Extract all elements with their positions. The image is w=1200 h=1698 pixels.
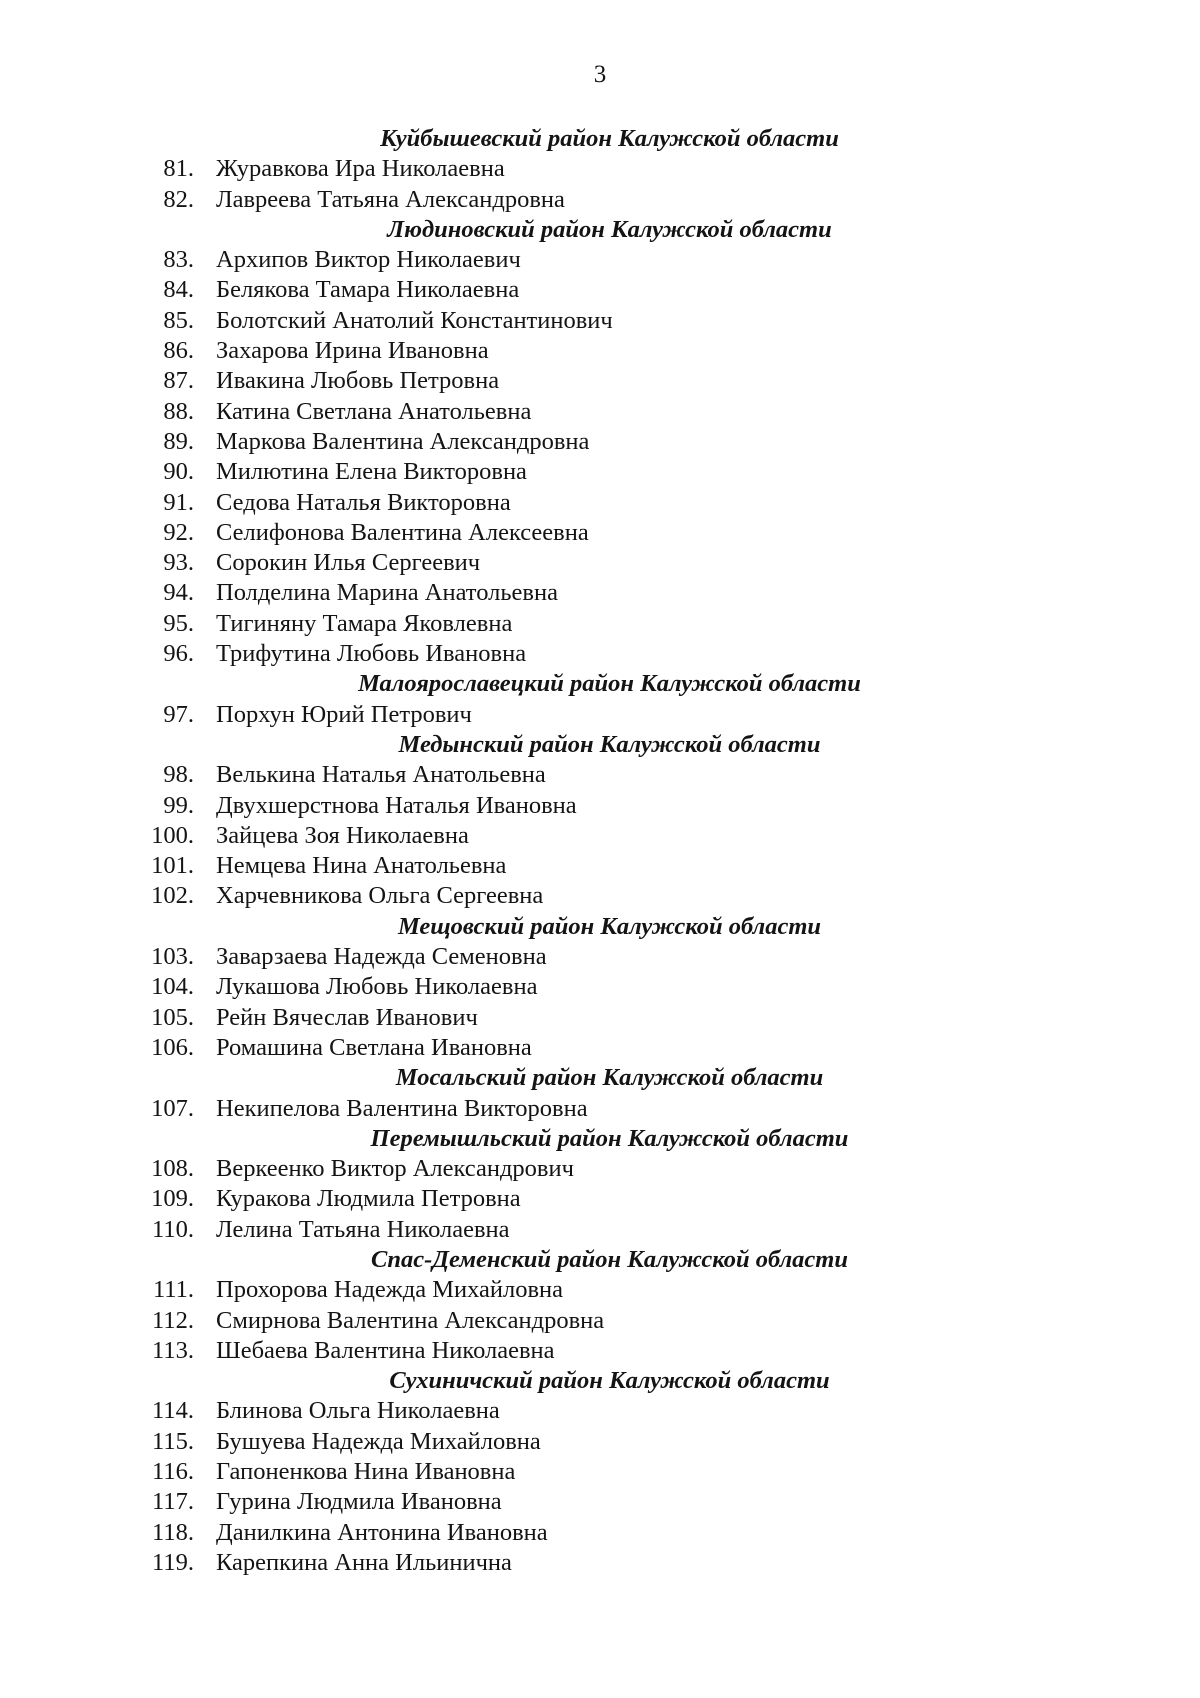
person-name: Заварзаева Надежда Семеновна [216, 943, 547, 971]
list-item [0, 518, 1200, 548]
item-number: 99. [163, 791, 194, 819]
item-number: 87. [163, 367, 194, 395]
person-name: Захарова Ирина Ивановна [216, 337, 489, 365]
list-item [0, 1215, 1200, 1245]
list-item [0, 942, 1200, 972]
person-name: Гапоненкова Нина Ивановна [216, 1458, 516, 1486]
person-name: Некипелова Валентина Викторовна [216, 1094, 588, 1122]
person-name: Прохорова Надежда Михайловна [216, 1276, 564, 1304]
item-number: 117. [152, 1488, 194, 1516]
person-name: Селифонова Валентина Алексеевна [216, 518, 589, 546]
page-number: 3 [593, 61, 607, 88]
person-name: Лелина Татьяна Николаевна [216, 1215, 510, 1243]
person-name: Двухшерстнова Наталья Ивановна [216, 791, 577, 819]
item-number: 119. [152, 1548, 194, 1576]
item-number: 86. [163, 337, 194, 365]
list-item [0, 1487, 1200, 1517]
person-name: Велькина Наталья Анатольевна [216, 761, 546, 789]
item-number: 115. [152, 1427, 194, 1455]
list-item [0, 972, 1200, 1002]
district-heading: Сухиничский район Калужской области [389, 1367, 830, 1395]
person-name: Смирнова Валентина Александровна [216, 1306, 605, 1334]
item-number: 84. [163, 276, 194, 304]
list-item [0, 700, 1200, 730]
person-name: Маркова Валентина Александровна [216, 427, 590, 455]
list-item [0, 457, 1200, 487]
item-number: 104. [151, 973, 194, 1001]
district-heading: Медынский район Калужской области [398, 730, 821, 758]
district-heading: Мещовский район Калужской области [397, 912, 822, 940]
item-number: 81. [163, 155, 194, 183]
person-name: Зайцева Зоя Николаевна [216, 821, 469, 849]
list-item [0, 1154, 1200, 1184]
district-heading: Малоярославецкий район Калужской области [358, 670, 861, 698]
item-number: 105. [151, 1003, 194, 1031]
person-name: Бушуева Надежда Михайловна [216, 1427, 541, 1455]
item-number: 113. [152, 1336, 194, 1364]
person-name: Веркеенко Виктор Александрович [216, 1155, 574, 1183]
list-item [0, 1306, 1200, 1336]
district-heading: Людиновский район Калужской области [387, 215, 832, 243]
item-number: 83. [163, 246, 194, 274]
person-name: Журавкова Ира Николаевна [216, 155, 505, 183]
list-item [0, 185, 1200, 215]
person-name: Архипов Виктор Николаевич [216, 246, 521, 274]
item-number: 114. [152, 1397, 194, 1425]
list-item [0, 397, 1200, 427]
district-heading: Мосальский район Калужской области [395, 1064, 824, 1092]
list-item [0, 851, 1200, 881]
list-item [0, 245, 1200, 275]
person-name: Порхун Юрий Петрович [216, 700, 472, 728]
person-name: Болотский Анатолий Константинович [216, 306, 613, 334]
person-name: Сорокин Илья Сергеевич [216, 549, 481, 577]
list-item [0, 760, 1200, 790]
list-item [0, 881, 1200, 911]
item-number: 85. [163, 306, 194, 334]
list-item [0, 1003, 1200, 1033]
list-item [0, 1184, 1200, 1214]
person-name: Карепкина Анна Ильинична [216, 1548, 512, 1576]
item-number: 102. [151, 882, 194, 910]
item-number: 91. [163, 488, 194, 516]
person-name: Гурина Людмила Ивановна [216, 1488, 502, 1516]
item-number: 88. [163, 397, 194, 425]
person-name: Тигиняну Тамара Яковлевна [216, 609, 513, 637]
list-item [0, 1427, 1200, 1457]
item-number: 101. [151, 852, 194, 880]
person-name: Харчевникова Ольга Сергеевна [216, 882, 544, 910]
item-number: 116. [152, 1458, 194, 1486]
item-number: 90. [163, 458, 194, 486]
item-number: 108. [151, 1155, 194, 1183]
list-item [0, 1275, 1200, 1305]
person-name: Катина Светлана Анатольевна [216, 397, 532, 425]
item-number: 93. [163, 549, 194, 577]
district-heading: Перемышльский район Калужской области [370, 1124, 849, 1152]
list-item [0, 578, 1200, 608]
person-name: Трифутина Любовь Ивановна [216, 640, 527, 668]
district-heading: Спас-Деменский район Калужской области [371, 1245, 848, 1273]
item-number: 96. [163, 640, 194, 668]
item-number: 89. [163, 427, 194, 455]
list-item [0, 1336, 1200, 1366]
person-name: Немцева Нина Анатольевна [216, 852, 507, 880]
person-name: Блинова Ольга Николаевна [216, 1397, 500, 1425]
person-name: Седова Наталья Викторовна [216, 488, 511, 516]
item-number: 118. [152, 1518, 194, 1546]
list-item [0, 1457, 1200, 1487]
person-name: Полделина Марина Анатольевна [216, 579, 558, 607]
list-item [0, 275, 1200, 305]
item-number: 111. [152, 1276, 194, 1304]
list-item [0, 1548, 1200, 1578]
item-number: 103. [151, 943, 194, 971]
list-item [0, 609, 1200, 639]
person-name: Лавреева Татьяна Александровна [216, 185, 565, 213]
list-item [0, 154, 1200, 184]
list-item [0, 336, 1200, 366]
list-item [0, 639, 1200, 669]
person-name: Лукашова Любовь Николаевна [216, 973, 538, 1001]
list-item [0, 548, 1200, 578]
list-item [0, 427, 1200, 457]
list-item [0, 791, 1200, 821]
person-name: Ивакина Любовь Петровна [216, 367, 500, 395]
list-item [0, 488, 1200, 518]
item-number: 98. [163, 761, 194, 789]
list-item [0, 1396, 1200, 1426]
item-number: 82. [163, 185, 194, 213]
list-item [0, 366, 1200, 396]
item-number: 92. [163, 518, 194, 546]
person-name: Данилкина Антонина Ивановна [216, 1518, 548, 1546]
district-list [0, 124, 1200, 1578]
item-number: 97. [163, 700, 194, 728]
person-name: Ромашина Светлана Ивановна [216, 1033, 532, 1061]
list-item [0, 306, 1200, 336]
person-name: Белякова Тамара Николаевна [216, 276, 520, 304]
item-number: 107. [151, 1094, 194, 1122]
item-number: 112. [152, 1306, 194, 1334]
item-number: 95. [163, 609, 194, 637]
item-number: 109. [151, 1185, 194, 1213]
item-number: 106. [151, 1033, 194, 1061]
district-heading: Куйбышевский район Калужской области [380, 125, 839, 152]
list-item [0, 1094, 1200, 1124]
item-number: 110. [152, 1215, 194, 1243]
list-item [0, 821, 1200, 851]
person-name: Куракова Людмила Петровна [216, 1185, 521, 1213]
list-item [0, 1518, 1200, 1548]
person-name: Милютина Елена Викторовна [216, 458, 527, 486]
person-name: Шебаева Валентина Николаевна [216, 1336, 555, 1364]
item-number: 94. [163, 579, 194, 607]
item-number: 100. [151, 821, 194, 849]
list-item [0, 1033, 1200, 1063]
person-name: Рейн Вячеслав Иванович [216, 1003, 478, 1031]
